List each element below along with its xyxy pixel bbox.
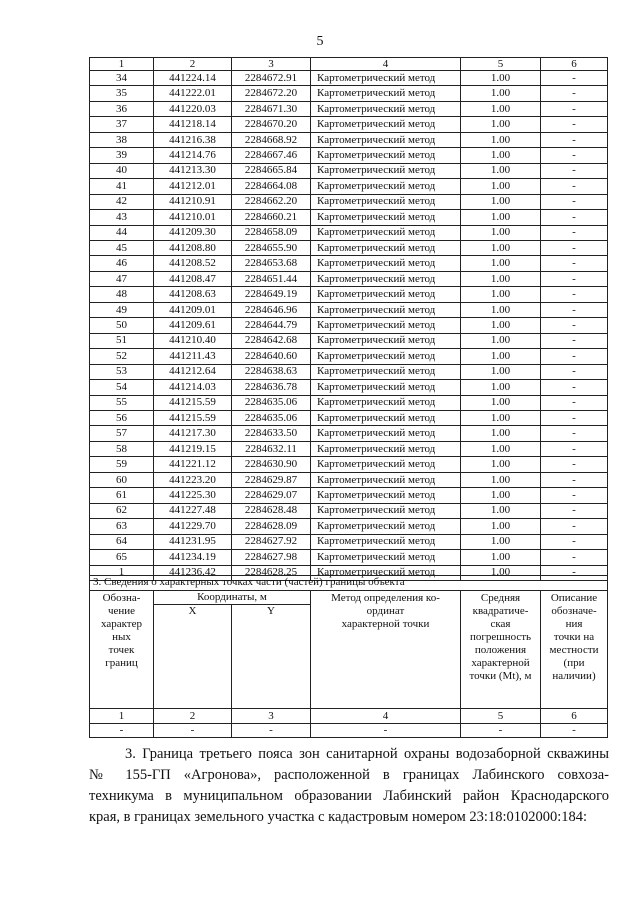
table-row [90, 132, 608, 147]
method-cell: Картометрический метод [311, 271, 461, 286]
point-number-cell: 57 [90, 426, 154, 441]
table-row [90, 441, 608, 456]
y-coordinate-cell: 2284662.20 [232, 194, 311, 209]
method-cell: Картометрический метод [311, 256, 461, 271]
description-cell: - [541, 333, 608, 348]
point-number-cell: 47 [90, 271, 154, 286]
method-cell: Картометрический метод [311, 565, 461, 580]
accuracy-cell: 1.00 [461, 395, 541, 410]
table-row [90, 271, 608, 286]
table-row [90, 86, 608, 101]
x-coordinate-cell: 441208.80 [154, 240, 232, 255]
accuracy-cell: 1.00 [461, 194, 541, 209]
accuracy-cell: 1.00 [461, 271, 541, 286]
accuracy-header: Средняя квадратиче- ская погрешность положения характерной точки (Mt), м [461, 591, 541, 709]
point-number-cell: 38 [90, 132, 154, 147]
table-row [90, 503, 608, 518]
accuracy-cell: 1.00 [461, 225, 541, 240]
y-coordinate-cell: 2284633.50 [232, 426, 311, 441]
description-cell: - [541, 194, 608, 209]
description-cell: - [541, 519, 608, 534]
x-coordinate-cell: 441214.03 [154, 380, 232, 395]
description-cell: - [541, 302, 608, 317]
method-cell: Картометрический метод [311, 333, 461, 348]
method-cell: Картометрический метод [311, 534, 461, 549]
table-row [90, 194, 608, 209]
x-coordinate-cell: 441224.14 [154, 71, 232, 86]
page-number: 5 [316, 34, 324, 49]
method-cell: Картометрический метод [311, 503, 461, 518]
method-cell: Картометрический метод [311, 441, 461, 456]
method-cell: Картометрический метод [311, 194, 461, 209]
paragraph-line: техникума в муниципальном образовании Лабинский район Краснодарского [89, 788, 609, 804]
x-coordinate-cell: 441220.03 [154, 101, 232, 116]
x-coordinate-cell: 441221.12 [154, 457, 232, 472]
method-cell: Картометрический метод [311, 410, 461, 425]
designation-header: Обозна- чение характер ных точек границ [90, 591, 154, 709]
point-number-cell: 61 [90, 488, 154, 503]
section3-title: 3. Сведения о характерных точках части (частей) границы объекта [90, 576, 608, 591]
x-coordinate-cell: 441209.01 [154, 302, 232, 317]
y-coordinate-cell: 2284646.96 [232, 302, 311, 317]
paragraph-line: 3. Граница третьего пояса зон санитарной охраны водозаборной скважины [125, 746, 609, 762]
point-number-cell: 58 [90, 441, 154, 456]
point-number-cell: 52 [90, 349, 154, 364]
column-header: 4 [311, 58, 461, 71]
y-coordinate-cell: 2284629.87 [232, 472, 311, 487]
column-number: 3 [232, 709, 311, 724]
accuracy-cell: 1.00 [461, 488, 541, 503]
column-header: 6 [541, 58, 608, 71]
point-number-cell: 65 [90, 550, 154, 565]
method-cell: Картометрический метод [311, 318, 461, 333]
method-cell: Картометрический метод [311, 426, 461, 441]
y-coordinate-cell: 2284630.90 [232, 457, 311, 472]
accuracy-cell: 1.00 [461, 472, 541, 487]
x-coordinate-cell: 441225.30 [154, 488, 232, 503]
method-cell: Картометрический метод [311, 302, 461, 317]
column-number: 1 [90, 709, 154, 724]
y-coordinate-cell: 2284635.06 [232, 395, 311, 410]
description-cell: - [541, 457, 608, 472]
accuracy-cell: 1.00 [461, 534, 541, 549]
column-number: 2 [154, 709, 232, 724]
point-number-cell: 37 [90, 117, 154, 132]
empty-cell: - [311, 724, 461, 738]
x-coordinate-cell: 441209.61 [154, 318, 232, 333]
x-coordinate-cell: 441227.48 [154, 503, 232, 518]
point-number-cell: 56 [90, 410, 154, 425]
y-coordinate-cell: 2284628.48 [232, 503, 311, 518]
table-row [90, 457, 608, 472]
x-coordinate-cell: 441236.42 [154, 565, 232, 580]
accuracy-cell: 1.00 [461, 287, 541, 302]
method-cell: Картометрический метод [311, 349, 461, 364]
table-row [90, 395, 608, 410]
column-header: 1 [90, 58, 154, 71]
y-coordinate-cell: 2284638.63 [232, 364, 311, 379]
table-row [90, 287, 608, 302]
point-number-cell: 50 [90, 318, 154, 333]
point-number-cell: 63 [90, 519, 154, 534]
description-cell: - [541, 426, 608, 441]
description-cell: - [541, 287, 608, 302]
table-row [90, 101, 608, 116]
description-cell: - [541, 210, 608, 225]
accuracy-cell: 1.00 [461, 349, 541, 364]
accuracy-cell: 1.00 [461, 333, 541, 348]
description-cell: - [541, 503, 608, 518]
method-cell: Картометрический метод [311, 519, 461, 534]
table-row [90, 71, 608, 86]
y-coordinate-cell: 2284632.11 [232, 441, 311, 456]
y-coordinate-cell: 2284627.92 [232, 534, 311, 549]
table-row [90, 349, 608, 364]
point-number-cell: 1 [90, 565, 154, 580]
y-coordinate-cell: 2284672.91 [232, 71, 311, 86]
x-coordinate-cell: 441210.01 [154, 210, 232, 225]
column-numbers-row [90, 709, 608, 724]
coordinates-table [89, 57, 608, 581]
x-coordinate-cell: 441208.63 [154, 287, 232, 302]
section3-table [89, 575, 608, 738]
point-number-cell: 48 [90, 287, 154, 302]
y-coordinate-cell: 2284649.19 [232, 287, 311, 302]
table-row [90, 240, 608, 255]
accuracy-cell: 1.00 [461, 426, 541, 441]
x-coordinate-cell: 441222.01 [154, 86, 232, 101]
x-coordinate-cell: 441217.30 [154, 426, 232, 441]
point-number-cell: 62 [90, 503, 154, 518]
point-number-cell: 49 [90, 302, 154, 317]
table-row [90, 225, 608, 240]
point-number-cell: 36 [90, 101, 154, 116]
x-coordinate-cell: 441210.40 [154, 333, 232, 348]
description-cell: - [541, 71, 608, 86]
y-coordinate-cell: 2284628.25 [232, 565, 311, 580]
accuracy-cell: 1.00 [461, 210, 541, 225]
y-coordinate-cell: 2284636.78 [232, 380, 311, 395]
paragraph-line: № 155-ГП «Агронова», расположенной в границах Лабинского совхоза- [89, 767, 609, 783]
x-coordinate-cell: 441216.38 [154, 132, 232, 147]
point-number-cell: 55 [90, 395, 154, 410]
y-coordinate-cell: 2284671.30 [232, 101, 311, 116]
paragraph-line: края, в границах земельного участка с кадастровым номером 23:18:0102000:184: [89, 809, 588, 825]
description-cell: - [541, 364, 608, 379]
x-coordinate-cell: 441208.52 [154, 256, 232, 271]
y-coordinate-cell: 2284668.92 [232, 132, 311, 147]
x-coordinate-cell: 441212.64 [154, 364, 232, 379]
y-coordinate-cell: 2284655.90 [232, 240, 311, 255]
point-number-cell: 40 [90, 163, 154, 178]
accuracy-cell: 1.00 [461, 302, 541, 317]
description-cell: - [541, 565, 608, 580]
table-row [90, 148, 608, 163]
y-coordinate-cell: 2284644.79 [232, 318, 311, 333]
empty-cell: - [541, 724, 608, 738]
method-cell: Картометрический метод [311, 132, 461, 147]
point-number-cell: 41 [90, 179, 154, 194]
y-coordinate-cell: 2284640.60 [232, 349, 311, 364]
point-number-cell: 35 [90, 86, 154, 101]
x-coordinate-cell: 441214.76 [154, 148, 232, 163]
method-header: Метод определения ко- ординат характерной точки [311, 591, 461, 709]
x-coordinate-cell: 441209.30 [154, 225, 232, 240]
accuracy-cell: 1.00 [461, 441, 541, 456]
accuracy-cell: 1.00 [461, 503, 541, 518]
y-coordinate-cell: 2284642.68 [232, 333, 311, 348]
description-cell: - [541, 441, 608, 456]
description-header: Описание обозначе- ния точки на местности (при наличии) [541, 591, 608, 709]
coordinates-header: Координаты, м [154, 591, 311, 605]
method-cell: Картометрический метод [311, 364, 461, 379]
x-coordinate-cell: 441218.14 [154, 117, 232, 132]
point-number-cell: 34 [90, 71, 154, 86]
column-number: 5 [461, 709, 541, 724]
description-cell: - [541, 240, 608, 255]
method-cell: Картометрический метод [311, 148, 461, 163]
accuracy-cell: 1.00 [461, 71, 541, 86]
method-cell: Картометрический метод [311, 395, 461, 410]
accuracy-cell: 1.00 [461, 101, 541, 116]
table-row [90, 380, 608, 395]
empty-data-row [90, 724, 608, 738]
y-header: Y [232, 605, 311, 709]
accuracy-cell: 1.00 [461, 117, 541, 132]
description-cell: - [541, 550, 608, 565]
point-number-cell: 54 [90, 380, 154, 395]
y-coordinate-cell: 2284672.20 [232, 86, 311, 101]
column-number: 4 [311, 709, 461, 724]
accuracy-cell: 1.00 [461, 364, 541, 379]
x-coordinate-cell: 441215.59 [154, 410, 232, 425]
point-number-cell: 51 [90, 333, 154, 348]
empty-cell: - [154, 724, 232, 738]
table-header-row [90, 58, 608, 71]
accuracy-cell: 1.00 [461, 410, 541, 425]
x-coordinate-cell: 441211.43 [154, 349, 232, 364]
accuracy-cell: 1.00 [461, 519, 541, 534]
description-cell: - [541, 163, 608, 178]
accuracy-cell: 1.00 [461, 457, 541, 472]
method-cell: Картометрический метод [311, 488, 461, 503]
description-cell: - [541, 410, 608, 425]
description-cell: - [541, 117, 608, 132]
table-row [90, 488, 608, 503]
x-coordinate-cell: 441219.15 [154, 441, 232, 456]
table-row [90, 333, 608, 348]
method-cell: Картометрический метод [311, 287, 461, 302]
y-coordinate-cell: 2284627.98 [232, 550, 311, 565]
y-coordinate-cell: 2284651.44 [232, 271, 311, 286]
x-coordinate-cell: 441212.01 [154, 179, 232, 194]
point-number-cell: 45 [90, 240, 154, 255]
point-number-cell: 43 [90, 210, 154, 225]
column-header: 3 [232, 58, 311, 71]
description-cell: - [541, 318, 608, 333]
method-cell: Картометрический метод [311, 117, 461, 132]
description-cell: - [541, 395, 608, 410]
method-cell: Картометрический метод [311, 225, 461, 240]
x-coordinate-cell: 441213.30 [154, 163, 232, 178]
y-coordinate-cell: 2284665.84 [232, 163, 311, 178]
table-row [90, 318, 608, 333]
description-cell: - [541, 179, 608, 194]
x-coordinate-cell: 441223.20 [154, 472, 232, 487]
empty-cell: - [232, 724, 311, 738]
table-row [90, 210, 608, 225]
method-cell: Картометрический метод [311, 457, 461, 472]
x-coordinate-cell: 441210.91 [154, 194, 232, 209]
description-cell: - [541, 380, 608, 395]
method-cell: Картометрический метод [311, 163, 461, 178]
method-cell: Картометрический метод [311, 210, 461, 225]
point-number-cell: 60 [90, 472, 154, 487]
table-row [90, 179, 608, 194]
description-cell: - [541, 349, 608, 364]
y-coordinate-cell: 2284667.46 [232, 148, 311, 163]
accuracy-cell: 1.00 [461, 163, 541, 178]
table-row [90, 534, 608, 549]
accuracy-cell: 1.00 [461, 318, 541, 333]
y-coordinate-cell: 2284658.09 [232, 225, 311, 240]
table-row [90, 364, 608, 379]
description-cell: - [541, 534, 608, 549]
point-number-cell: 44 [90, 225, 154, 240]
point-number-cell: 42 [90, 194, 154, 209]
x-coordinate-cell: 441208.47 [154, 271, 232, 286]
point-number-cell: 59 [90, 457, 154, 472]
method-cell: Картометрический метод [311, 86, 461, 101]
description-cell: - [541, 86, 608, 101]
accuracy-cell: 1.00 [461, 565, 541, 580]
y-coordinate-cell: 2284670.20 [232, 117, 311, 132]
y-coordinate-cell: 2284629.07 [232, 488, 311, 503]
y-coordinate-cell: 2284664.08 [232, 179, 311, 194]
table-row [90, 302, 608, 317]
accuracy-cell: 1.00 [461, 550, 541, 565]
y-coordinate-cell: 2284635.06 [232, 410, 311, 425]
method-cell: Картометрический метод [311, 472, 461, 487]
point-number-cell: 46 [90, 256, 154, 271]
method-cell: Картометрический метод [311, 101, 461, 116]
column-header: 2 [154, 58, 232, 71]
method-cell: Картометрический метод [311, 179, 461, 194]
method-cell: Картометрический метод [311, 380, 461, 395]
column-number: 6 [541, 709, 608, 724]
table-row [90, 256, 608, 271]
x-coordinate-cell: 441229.70 [154, 519, 232, 534]
y-coordinate-cell: 2284653.68 [232, 256, 311, 271]
table-row [90, 163, 608, 178]
description-cell: - [541, 488, 608, 503]
description-cell: - [541, 225, 608, 240]
table-row [90, 519, 608, 534]
x-coordinate-cell: 441231.95 [154, 534, 232, 549]
description-cell: - [541, 256, 608, 271]
table-row [90, 117, 608, 132]
description-cell: - [541, 271, 608, 286]
point-number-cell: 64 [90, 534, 154, 549]
x-header: X [154, 605, 232, 709]
accuracy-cell: 1.00 [461, 148, 541, 163]
accuracy-cell: 1.00 [461, 240, 541, 255]
table-row [90, 426, 608, 441]
empty-cell: - [461, 724, 541, 738]
column-header: 5 [461, 58, 541, 71]
description-cell: - [541, 132, 608, 147]
x-coordinate-cell: 441215.59 [154, 395, 232, 410]
accuracy-cell: 1.00 [461, 86, 541, 101]
accuracy-cell: 1.00 [461, 132, 541, 147]
point-number-cell: 53 [90, 364, 154, 379]
table-row [90, 550, 608, 565]
y-coordinate-cell: 2284660.21 [232, 210, 311, 225]
description-cell: - [541, 148, 608, 163]
description-cell: - [541, 101, 608, 116]
method-cell: Картометрический метод [311, 240, 461, 255]
table-row [90, 472, 608, 487]
table-row [90, 410, 608, 425]
boundary-paragraph [89, 744, 609, 828]
y-coordinate-cell: 2284628.09 [232, 519, 311, 534]
accuracy-cell: 1.00 [461, 179, 541, 194]
description-cell: - [541, 472, 608, 487]
point-number-cell: 39 [90, 148, 154, 163]
method-cell: Картометрический метод [311, 550, 461, 565]
accuracy-cell: 1.00 [461, 380, 541, 395]
empty-cell: - [90, 724, 154, 738]
method-cell: Картометрический метод [311, 71, 461, 86]
x-coordinate-cell: 441234.19 [154, 550, 232, 565]
accuracy-cell: 1.00 [461, 256, 541, 271]
